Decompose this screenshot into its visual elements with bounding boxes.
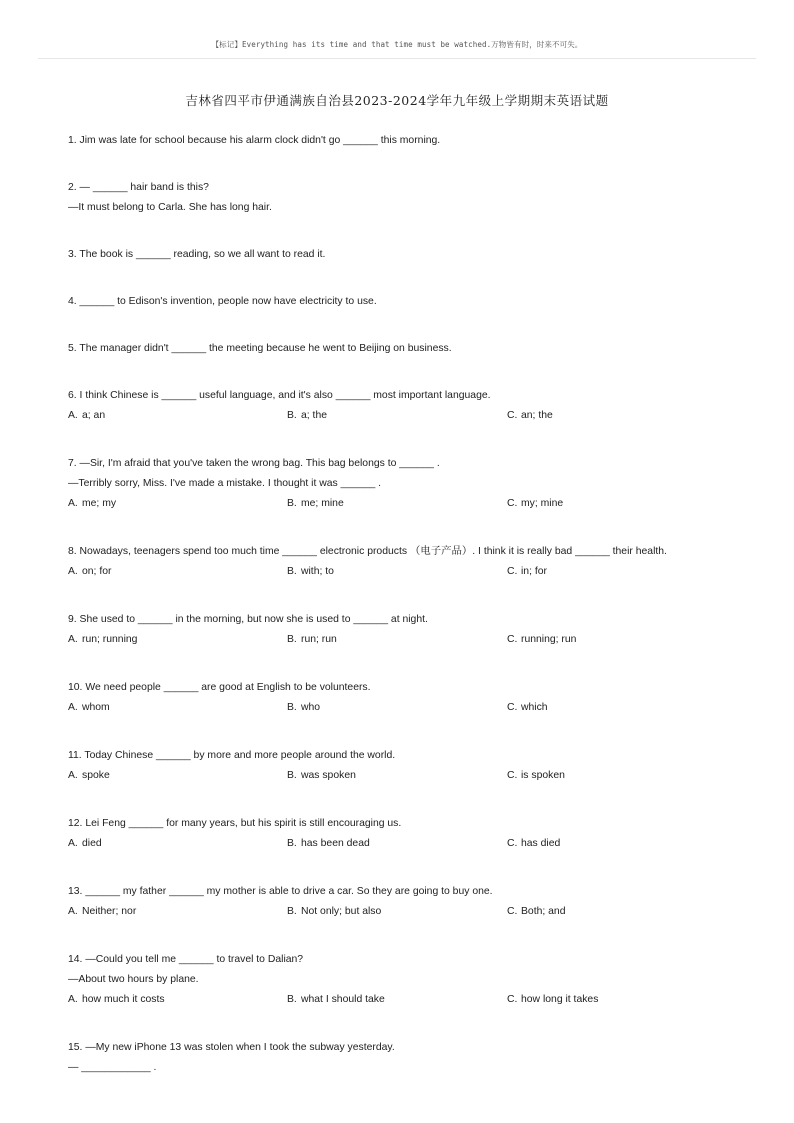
answer-option <box>287 562 507 582</box>
option-text: Neither; nor <box>82 906 137 917</box>
question-item <box>68 245 748 265</box>
option-letter: A. <box>68 566 78 577</box>
answer-option <box>68 834 287 854</box>
option-text: my; mine <box>521 498 564 509</box>
answer-options <box>68 494 748 514</box>
question-text: 13. ______ my father ______ my mother is able to drive a car. So they are going to buy one. <box>68 886 493 897</box>
option-text: me; my <box>82 498 117 509</box>
option-letter: A. <box>68 770 78 781</box>
answer-option <box>68 766 287 786</box>
question-text: 8. Nowadays, teenagers spend too much time ______ electronic products （电子产品）. I think it is really bad ______ their health. <box>68 546 667 557</box>
question-item <box>68 610 748 650</box>
question-dialog-line: —About two hours by plane. <box>68 974 199 985</box>
question-item <box>68 950 748 1010</box>
answer-option <box>507 698 727 718</box>
option-letter: A. <box>68 498 78 509</box>
option-letter: C. <box>507 702 518 713</box>
question-item <box>68 1038 748 1078</box>
answer-option <box>287 630 507 650</box>
answer-option <box>507 494 727 514</box>
answer-option <box>287 766 507 786</box>
option-letter: A. <box>68 994 78 1005</box>
question-list <box>68 131 748 1078</box>
question-text: 10. We need people ______ are good at English to be volunteers. <box>68 682 371 693</box>
option-letter: A. <box>68 838 78 849</box>
option-text: how much it costs <box>82 994 165 1005</box>
answer-option <box>287 834 507 854</box>
answer-options <box>68 990 748 1010</box>
option-text: whom <box>82 702 110 713</box>
answer-options <box>68 406 748 426</box>
option-letter: C. <box>507 634 518 645</box>
question-text: 2. — ______ hair band is this? <box>68 182 209 193</box>
option-letter: A. <box>68 410 78 421</box>
option-letter: C. <box>507 566 518 577</box>
answer-option <box>507 630 727 650</box>
question-item <box>68 339 748 359</box>
question-item <box>68 386 748 426</box>
option-letter: A. <box>68 634 78 645</box>
answer-option <box>287 698 507 718</box>
question-text: 4. ______ to Edison's invention, people now have electricity to use. <box>68 296 377 307</box>
option-letter: A. <box>68 702 78 713</box>
question-item <box>68 814 748 854</box>
question-text: 11. Today Chinese ______ by more and more people around the world. <box>68 750 396 761</box>
answer-option <box>287 990 507 1010</box>
option-text: a; the <box>301 410 327 421</box>
question-text: 9. She used to ______ in the morning, but now she is used to ______ at night. <box>68 614 428 625</box>
question-dialog-line: —It must belong to Carla. She has long hair. <box>68 202 272 213</box>
option-text: running; run <box>521 634 577 645</box>
question-text: 12. Lei Feng ______ for many years, but his spirit is still encouraging us. <box>68 818 402 829</box>
answer-option <box>68 406 287 426</box>
option-text: a; an <box>82 410 106 421</box>
answer-options <box>68 562 748 582</box>
option-text: an; the <box>521 410 553 421</box>
question-text: 7. —Sir, I'm afraid that you've taken the wrong bag. This bag belongs to ______ . <box>68 458 440 469</box>
question-text: 1. Jim was late for school because his alarm clock didn't go ______ this morning. <box>68 135 441 146</box>
answer-option <box>287 902 507 922</box>
answer-options <box>68 630 748 650</box>
question-item <box>68 178 748 218</box>
option-letter: B. <box>287 994 297 1005</box>
answer-option <box>68 630 287 650</box>
answer-options <box>68 766 748 786</box>
header-note: 【标记】Everything has its time and that time must be watched.万物皆有时，时来不可失。 <box>211 40 583 49</box>
answer-option <box>287 494 507 514</box>
option-letter: B. <box>287 634 297 645</box>
option-letter: B. <box>287 770 297 781</box>
option-text: died <box>82 838 102 849</box>
option-letter: B. <box>287 566 297 577</box>
answer-option <box>507 766 727 786</box>
answer-option <box>68 902 287 922</box>
question-item <box>68 292 748 312</box>
answer-option <box>68 990 287 1010</box>
option-letter: B. <box>287 838 297 849</box>
option-text: is spoken <box>521 770 565 781</box>
option-letter: C. <box>507 410 518 421</box>
option-text: in; for <box>521 566 547 577</box>
answer-options <box>68 834 748 854</box>
question-text: 6. I think Chinese is ______ useful language, and it's also ______ most important language. <box>68 390 491 401</box>
question-item <box>68 882 748 922</box>
answer-option <box>287 406 507 426</box>
option-letter: B. <box>287 906 297 917</box>
answer-option <box>507 990 727 1010</box>
answer-option <box>507 406 727 426</box>
option-text: with; to <box>301 566 334 577</box>
option-text: what I should take <box>301 994 385 1005</box>
option-text: me; mine <box>301 498 344 509</box>
option-text: has died <box>521 838 561 849</box>
option-text: run; running <box>82 634 138 645</box>
question-dialog-line: —Terribly sorry, Miss. I've made a mistake. I thought it was ______ . <box>68 478 382 489</box>
answer-option <box>507 902 727 922</box>
option-text: spoke <box>82 770 110 781</box>
answer-option <box>68 494 287 514</box>
answer-options <box>68 698 748 718</box>
option-text: Not only; but also <box>301 906 382 917</box>
question-item <box>68 678 748 718</box>
option-text: was spoken <box>301 770 356 781</box>
option-letter: B. <box>287 498 297 509</box>
option-letter: C. <box>507 498 518 509</box>
option-text: who <box>301 702 321 713</box>
question-item <box>68 542 748 582</box>
answer-options <box>68 902 748 922</box>
question-text: 5. The manager didn't ______ the meeting because he went to Beijing on business. <box>68 343 452 354</box>
option-text: has been dead <box>301 838 370 849</box>
option-letter: C. <box>507 994 518 1005</box>
option-text: Both; and <box>521 906 566 917</box>
question-item <box>68 454 748 514</box>
answer-option <box>507 834 727 854</box>
option-letter: C. <box>507 770 518 781</box>
option-letter: B. <box>287 702 297 713</box>
question-item <box>68 131 748 151</box>
option-letter: A. <box>68 906 78 917</box>
option-text: run; run <box>301 634 337 645</box>
option-letter: C. <box>507 838 518 849</box>
question-text: 15. —My new iPhone 13 was stolen when I took the subway yesterday. <box>68 1042 395 1053</box>
header-divider <box>38 58 756 59</box>
option-letter: B. <box>287 410 297 421</box>
question-text: 14. —Could you tell me ______ to travel to Dalian? <box>68 954 304 965</box>
answer-option <box>68 562 287 582</box>
option-text: on; for <box>82 566 112 577</box>
option-letter: C. <box>507 906 518 917</box>
question-dialog-line: — ____________ . <box>68 1062 157 1073</box>
option-text: how long it takes <box>521 994 599 1005</box>
answer-option <box>507 562 727 582</box>
answer-option <box>68 698 287 718</box>
question-item <box>68 746 748 786</box>
option-text: which <box>521 702 548 713</box>
page-title: 吉林省四平市伊通满族自治县2023-2024学年九年级上学期期末英语试题 <box>185 93 609 108</box>
question-text: 3. The book is ______ reading, so we all want to read it. <box>68 249 326 260</box>
